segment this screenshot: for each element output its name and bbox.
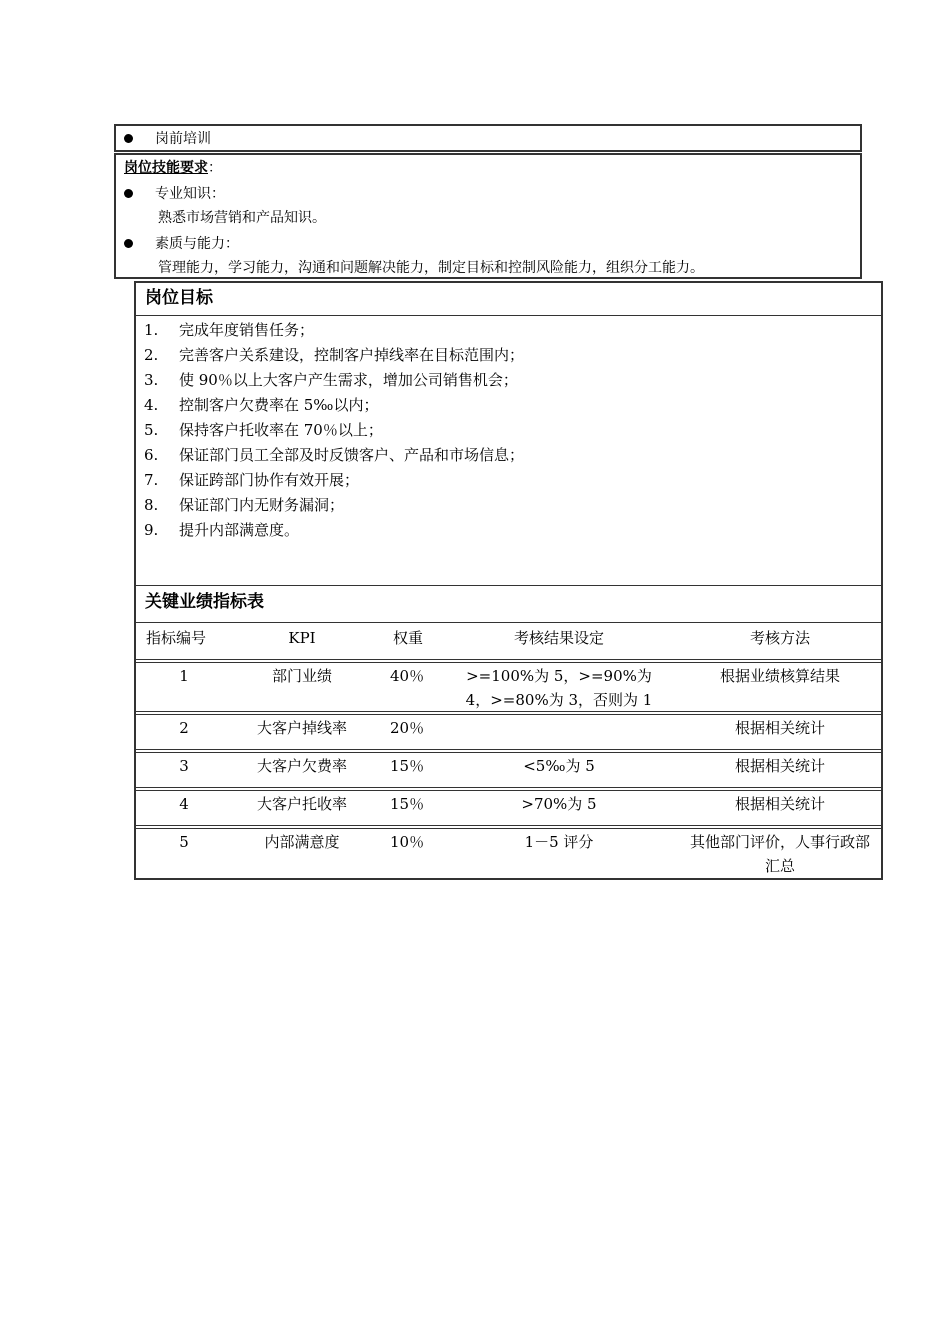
- kpi-cell-id: 2: [179, 719, 189, 737]
- kpi-header-setting: 考核结果设定: [513, 629, 604, 647]
- kpi-cell-kpi: 部门业绩: [271, 667, 332, 685]
- divider: [136, 787, 881, 788]
- kpi-cell-method: 根据相关统计: [734, 719, 825, 737]
- goals-kpi-table: [134, 281, 883, 880]
- kpi-header-id: 指标编号: [146, 629, 207, 647]
- divider: [136, 825, 881, 826]
- divider: [136, 711, 881, 712]
- divider: [136, 749, 881, 750]
- kpi-header-weight: 权重: [392, 629, 423, 647]
- kpi-cell-method: 根据业绩核算结果: [719, 667, 840, 685]
- kpi-cell-method: 根据相关统计: [734, 795, 825, 813]
- training-label: 岗前培训: [155, 131, 211, 147]
- goal-item: 3. 使 90％以上大客户产生需求，增加公司销售机会；: [144, 371, 518, 389]
- kpi-cell-method: 其他部门评价，人事行政部汇总: [689, 833, 870, 875]
- kpi-cell-kpi: 大客户托收率: [256, 795, 347, 813]
- skills-item-detail: 熟悉市场营销和产品知识。: [158, 210, 326, 226]
- kpi-cell-kpi: 大客户掉线率: [256, 719, 347, 737]
- goal-item: 1. 完成年度销售任务；: [144, 321, 315, 339]
- bullet-icon: [124, 189, 133, 198]
- divider: [136, 585, 881, 586]
- goal-item: 5. 保持客户托收率在 70％以上；: [144, 421, 383, 439]
- kpi-cell-setting: >=100%为 5，>=90%为 4，>=80%为 3，否则为 1: [465, 667, 653, 709]
- skills-section: [114, 153, 862, 279]
- kpi-header-kpi: KPI: [288, 629, 316, 647]
- kpi-header-method: 考核方法: [749, 629, 810, 647]
- skills-title: 岗位技能要求：: [124, 160, 222, 176]
- kpi-title: 关键业绩指标表: [145, 592, 264, 612]
- kpi-cell-kpi: 大客户欠费率: [256, 757, 347, 775]
- kpi-cell-weight: 20％: [390, 719, 425, 737]
- kpi-cell-setting: <5‰为 5: [523, 757, 595, 775]
- goal-item: 9. 提升内部满意度。: [144, 521, 300, 539]
- skills-item-label: 专业知识：: [155, 186, 225, 202]
- training-item: [124, 130, 211, 148]
- bullet-icon: [124, 134, 133, 143]
- training-row: [114, 124, 862, 152]
- kpi-cell-id: 3: [179, 757, 189, 775]
- goal-item: 2. 完善客户关系建设，控制客户掉线率在目标范围内；: [144, 346, 525, 364]
- skills-item-quality: [124, 235, 239, 253]
- divider: [136, 714, 881, 715]
- kpi-cell-id: 5: [179, 833, 189, 851]
- kpi-cell-weight: 40％: [390, 667, 425, 685]
- kpi-cell-method: 根据相关统计: [734, 757, 825, 775]
- kpi-cell-setting: 1－5 评分: [524, 833, 594, 851]
- kpi-cell-kpi: 内部满意度: [264, 833, 340, 851]
- skills-item-detail: 管理能力，学习能力，沟通和问题解决能力，制定目标和控制风险能力，组织分工能力。: [158, 260, 704, 276]
- divider: [136, 752, 881, 753]
- bullet-icon: [124, 239, 133, 248]
- divider: [136, 622, 881, 623]
- divider: [136, 662, 881, 663]
- goals-title: 岗位目标: [145, 288, 213, 308]
- skills-item-knowledge: [124, 185, 225, 203]
- goal-item: 7. 保证跨部门协作有效开展；: [144, 471, 360, 489]
- kpi-cell-setting: >70%为 5: [521, 795, 597, 813]
- kpi-cell-id: 1: [179, 667, 189, 685]
- divider: [136, 790, 881, 791]
- kpi-cell-weight: 15％: [390, 757, 425, 775]
- goal-item: 8. 保证部门内无财务漏洞；: [144, 496, 345, 514]
- kpi-cell-weight: 10％: [390, 833, 425, 851]
- divider: [136, 828, 881, 829]
- goal-item: 6. 保证部门员工全部及时反馈客户、产品和市场信息；: [144, 446, 525, 464]
- divider: [136, 659, 881, 660]
- skills-item-label: 素质与能力：: [155, 236, 239, 252]
- kpi-cell-weight: 15％: [390, 795, 425, 813]
- goal-item: 4. 控制客户欠费率在 5‰以内；: [144, 396, 379, 414]
- kpi-cell-id: 4: [179, 795, 189, 813]
- divider: [136, 315, 881, 316]
